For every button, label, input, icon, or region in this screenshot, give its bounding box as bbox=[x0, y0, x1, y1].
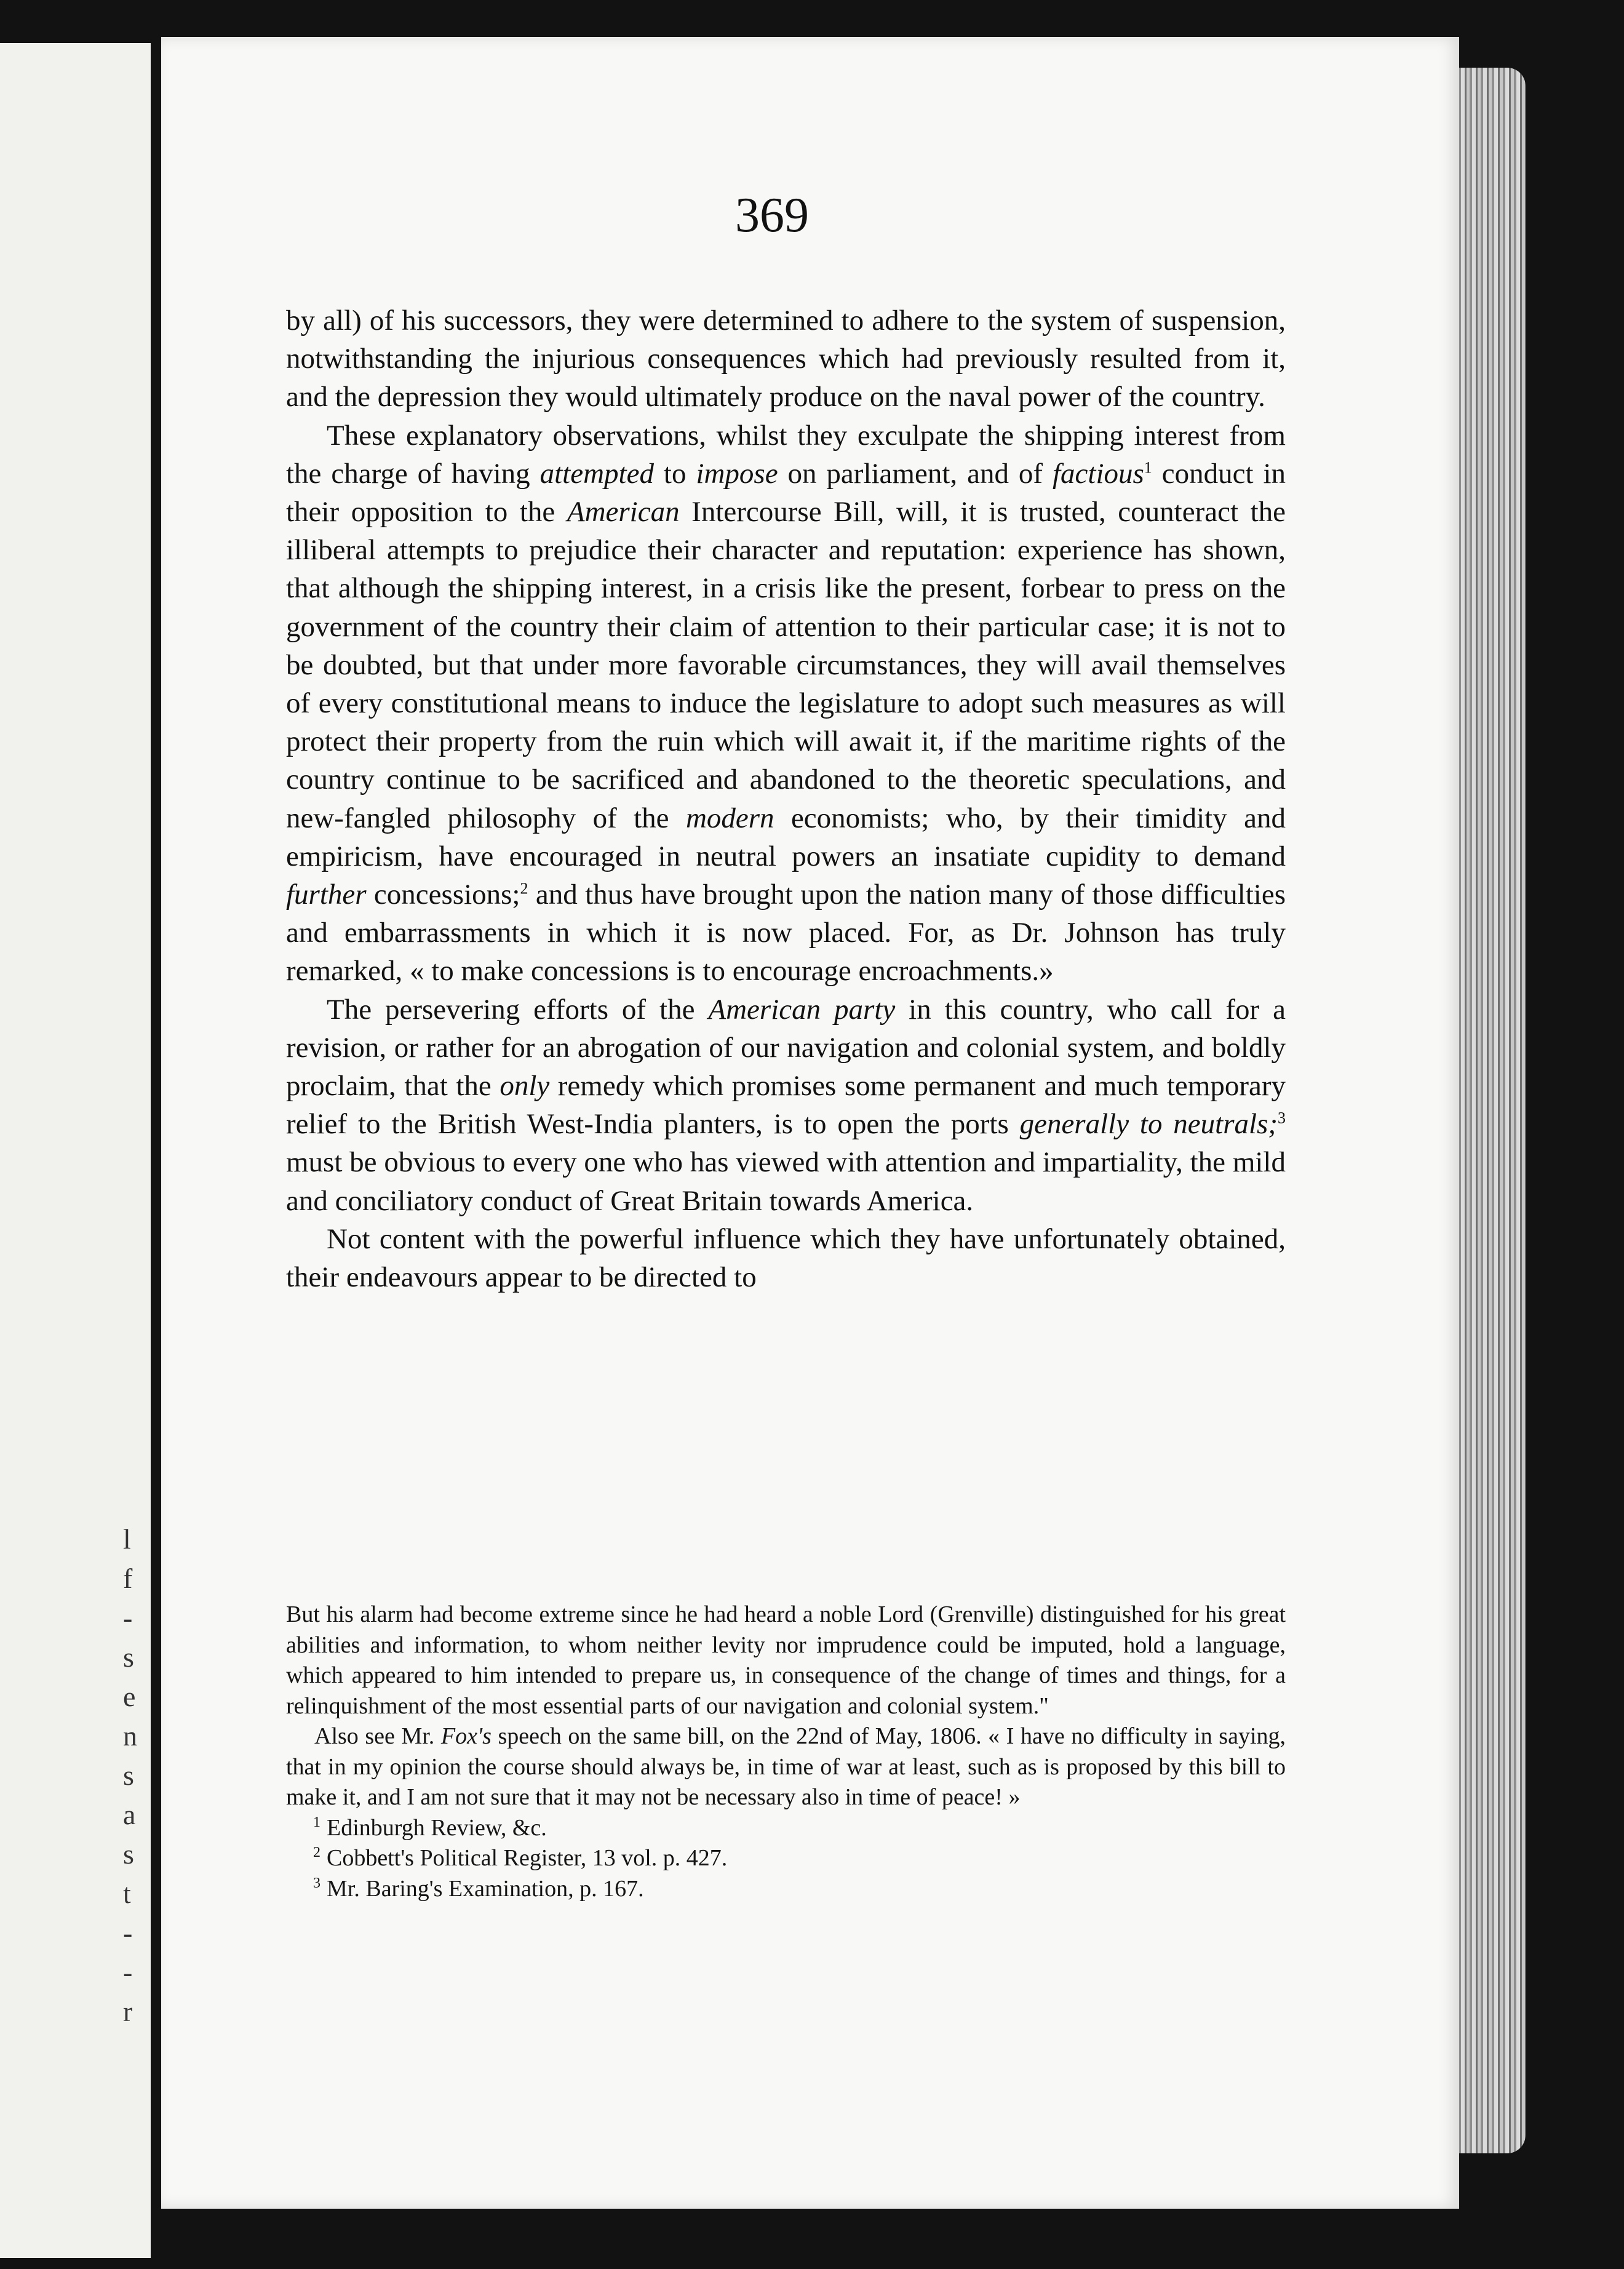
footnote-ref: 3 bbox=[1278, 1109, 1286, 1127]
margin-mark: t bbox=[123, 1878, 131, 1909]
margin-mark: f bbox=[123, 1563, 133, 1594]
margin-mark: - bbox=[123, 1917, 133, 1948]
footnote-item: $^3$ Mr. Baring's Examination, p. 167. bbox=[313, 1875, 644, 1902]
margin-mark: - bbox=[123, 1602, 133, 1633]
paragraph-1: by all) of his successors, they were determined to adhere to the system of suspension, notwithstanding the injurious consequences which had previously resulted from it, and the depression they would ultimately produce on the naval power of the country. bbox=[286, 305, 1286, 413]
paragraph-4: Not content with the powerful influence which they have unfortunately obtained, their endeavours appear to be directed to bbox=[286, 1222, 1286, 1294]
left-page-edge bbox=[0, 43, 151, 2258]
margin-mark: a bbox=[123, 1799, 136, 1830]
footnotes bbox=[286, 1600, 1286, 1904]
margin-mark: s bbox=[123, 1760, 134, 1791]
page-number: 369 bbox=[735, 188, 809, 242]
paragraph-2: These explanatory observations, whilst they exculpate the shipping interest from the charge of having attempted to impose on parliament, and of factious$^1$ conduct in their opposition to the American Intercourse Bill, will, it is trusted, counteract the illiberal attempts to prejudice their character and reputation: experience has shown, that although the shipping interest, in a crisis like the present, forbear to press on the government of the country their claim of attention to their particular case; it is not to be doubted, but that under more favorable circumstances, they will avail themselves of every constitutional means to induce the legislature to adopt such measures as will protect their property from the ruin which will await it, if the maritime rights of the country continue to be sacrificed and abandoned to the theoretic speculations, and new-fangled philosophy of the modern economists; who, by their timidity and empiricism, have encouraged in neutral powers an insatiate cupidity to demand further concessions;$^2$ and thus have brought upon the nation many of those difficulties and embarrassments in which it is now placed. For, as Dr. Johnson has truly remarked, « to make concessions is to encourage encroachments.» bbox=[286, 419, 1286, 987]
margin-mark: l bbox=[123, 1523, 131, 1555]
margin-mark: e bbox=[123, 1681, 136, 1712]
footnote-item: $^1$ Edinburgh Review, &c. bbox=[313, 1814, 547, 1841]
paragraph-3: The persevering efforts of the American party in this country, who call for a revision, or rather for an abrogation of our navigation and colonial system, and boldly proclaim, that the only remedy which promises some permanent and much temporary relief to the British West-India planters, is to open the ports generally to neutrals;$^3$ must be obvious to every one who has viewed with attention and impartiality, the mild and conciliatory conduct of Great Britain towards America. bbox=[286, 993, 1286, 1217]
footnote-ref: 2 bbox=[520, 879, 528, 898]
footnote-list bbox=[286, 1813, 1286, 1905]
footnote-also: Also see Mr. Fox's speech on the same bill, on the 22nd of May, 1806. « I have no difficulty in saying, that in my opinion the course should always be, in time of war at least, such as is proposed by this bill to make it, and I am not sure that it may not be necessary also in time of peace! » bbox=[286, 1723, 1286, 1810]
margin-mark: s bbox=[123, 1641, 134, 1673]
margin-mark: s bbox=[123, 1838, 134, 1870]
margin-mark: n bbox=[123, 1720, 137, 1752]
body-text bbox=[286, 301, 1286, 1296]
margin-mark: - bbox=[123, 1956, 133, 1988]
left-margin-marks bbox=[123, 1520, 148, 2027]
margin-mark: r bbox=[123, 1996, 133, 2027]
footnote-item: $^2$ Cobbett's Political Register, 13 vol. p. 427. bbox=[313, 1844, 728, 1871]
footnote-quote: But his alarm had become extreme since he had heard a noble Lord (Grenville) distinguished for his great abilities and information, to whom neither levity nor imprudence could be imputed, hold a language, which appeared to him intended to prepare us, in consequence of the change of times and things, for a relinquishment of the most essential parts of our navigation and colonial system." bbox=[286, 1601, 1286, 1719]
footnote-ref: 1 bbox=[1144, 458, 1152, 477]
